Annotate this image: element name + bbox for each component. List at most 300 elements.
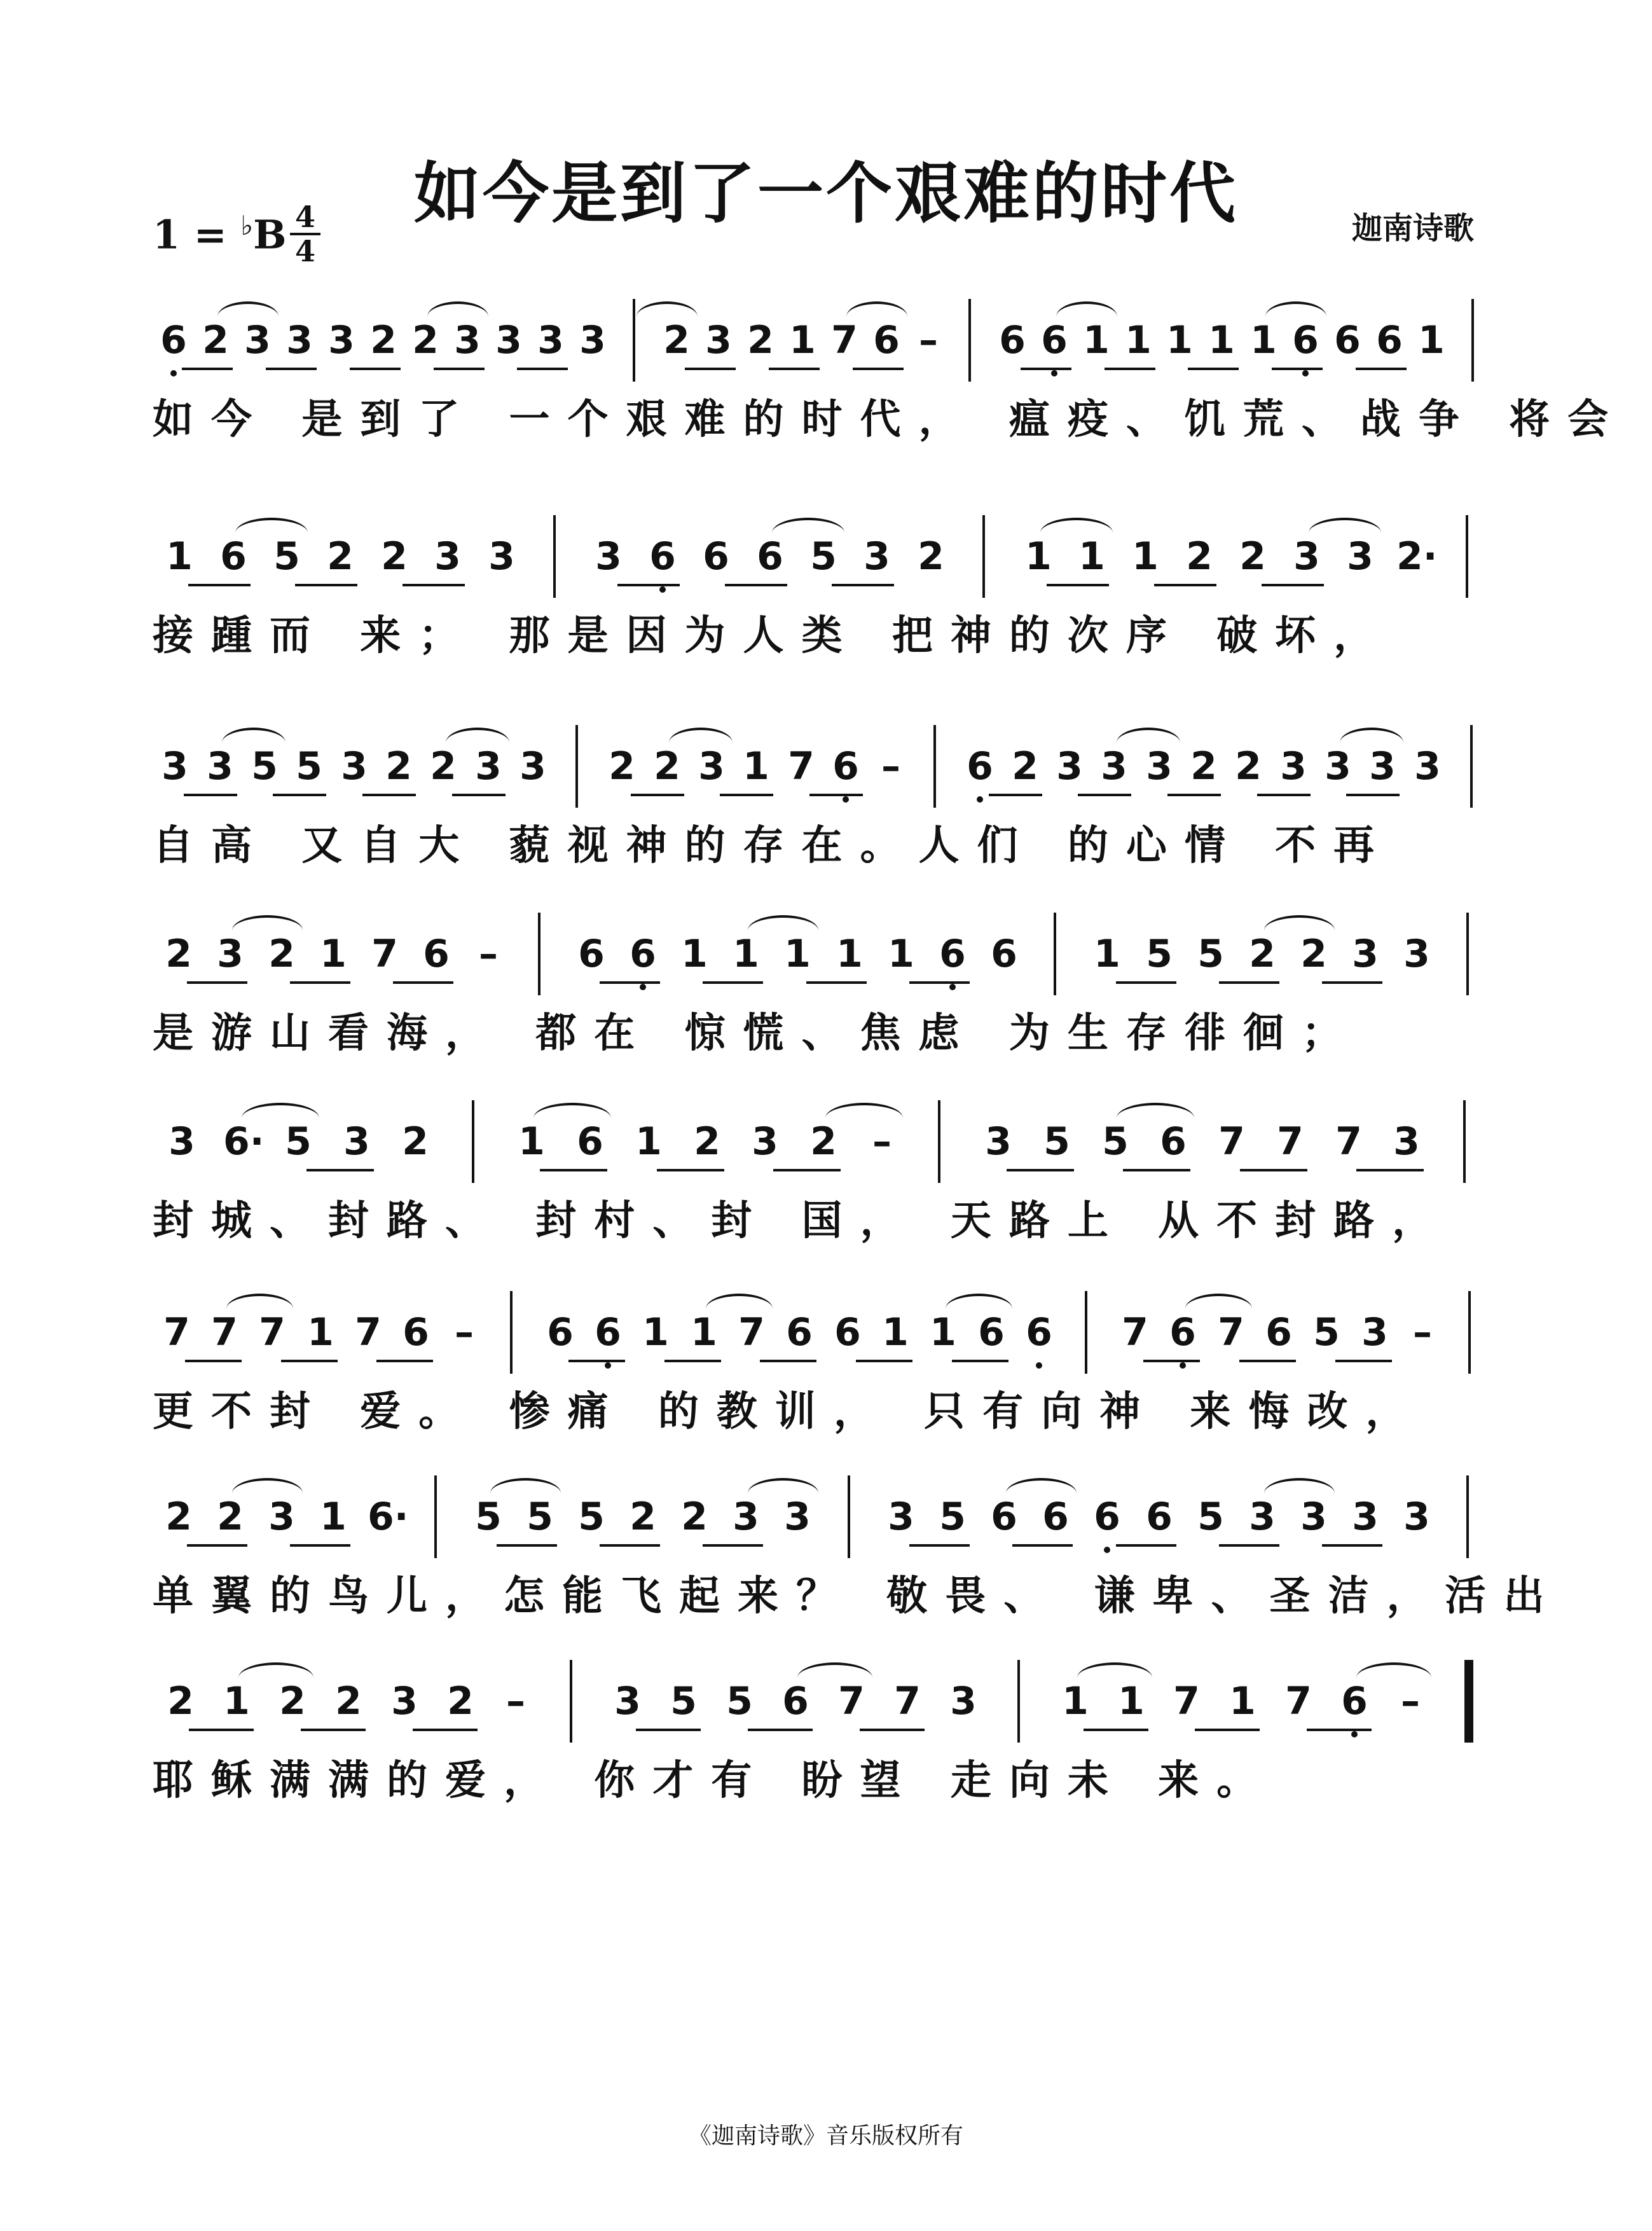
note: 3: [698, 744, 725, 789]
lyrics-line: 单翼的鸟儿，怎能飞起来？ 敬畏、 谦卑、圣洁，活出: [153, 1573, 1562, 1620]
meter-top: 4: [294, 200, 315, 234]
duration-underline: [273, 794, 326, 796]
duration-underline: [1012, 1544, 1073, 1547]
octave-dot: [1104, 1547, 1110, 1553]
barline: [1085, 1291, 1087, 1374]
duration-underline: [636, 1729, 701, 1731]
note: 3: [488, 534, 515, 579]
note: 6: [1160, 1119, 1187, 1164]
note: 5: [475, 1495, 502, 1539]
duration-underline: [1078, 794, 1131, 796]
note: 7: [838, 1679, 865, 1723]
barline: [938, 1100, 940, 1183]
key-prefix: 1 =: [153, 211, 241, 258]
note: 6: [1376, 318, 1403, 363]
duration-underline: [281, 1360, 338, 1362]
duration-underline: [1356, 368, 1407, 370]
note: 7: [1122, 1310, 1148, 1355]
note: 1: [733, 932, 759, 976]
note: 2: [217, 1495, 244, 1539]
duration-underline: [403, 584, 465, 586]
note: 7: [371, 932, 398, 976]
note: 2: [202, 318, 229, 363]
note: 3: [752, 1119, 778, 1164]
duration-underline: [832, 584, 894, 586]
score-system-8: [153, 1641, 1494, 1838]
note: 3: [864, 534, 890, 579]
barline: [1471, 299, 1474, 382]
duration-underline: [1105, 368, 1155, 370]
duration-underline: [1116, 1544, 1176, 1547]
duration-underline: [362, 794, 416, 796]
note: 1: [888, 932, 914, 976]
note: 1: [836, 932, 863, 976]
note: 1: [1166, 318, 1193, 363]
note: 7: [894, 1679, 921, 1723]
slur: [825, 1103, 903, 1118]
note: 3: [950, 1679, 977, 1723]
note: 6: [873, 318, 900, 363]
note: 1: [1025, 534, 1052, 579]
note: 6: [999, 318, 1026, 363]
note: –: [881, 744, 900, 789]
slur: [238, 1662, 313, 1678]
lyrics-line: 更不封 爱。 惨痛 的教训， 只有向神 来悔改，: [153, 1388, 1424, 1435]
note-row: [153, 280, 1494, 394]
note: 2: [385, 744, 412, 789]
slur: [706, 1294, 773, 1309]
note: 1: [635, 1119, 662, 1164]
duration-underline: [350, 368, 401, 370]
slur: [232, 1478, 303, 1493]
note: 1: [320, 1495, 347, 1539]
note: 2: [1300, 932, 1327, 976]
octave-dot: [170, 370, 177, 376]
note: 7: [1218, 1310, 1244, 1355]
note: 1: [1208, 318, 1235, 363]
slur: [669, 728, 733, 743]
duration-underline: [909, 981, 970, 984]
barline: [982, 515, 985, 598]
barline: [575, 725, 578, 808]
note: 3: [268, 1495, 295, 1539]
slur: [427, 301, 488, 317]
note: 6: [1042, 1495, 1069, 1539]
duration-underline: [1007, 1169, 1074, 1171]
duration-underline: [295, 584, 357, 586]
note: 2: [402, 1119, 429, 1164]
barline: [1468, 1291, 1471, 1374]
note: 7: [355, 1310, 382, 1355]
duration-underline: [1219, 1544, 1279, 1547]
duration-underline: [769, 368, 820, 370]
note: 3: [1361, 1310, 1388, 1355]
note: 3: [1352, 932, 1379, 976]
duration-underline: [1219, 981, 1279, 984]
note: 1: [1118, 1679, 1145, 1723]
note: 2: [918, 534, 944, 579]
duration-underline: [540, 1169, 607, 1171]
duration-underline: [1322, 981, 1382, 984]
note: 6: [703, 534, 729, 579]
duration-underline: [517, 368, 568, 370]
slur: [1340, 728, 1403, 743]
score-system-6: [153, 1272, 1494, 1469]
note: 3: [1403, 1495, 1430, 1539]
note: 5: [726, 1679, 753, 1723]
octave-dot: [1036, 1362, 1042, 1369]
final-barline: [1464, 1660, 1473, 1743]
note: –: [872, 1119, 891, 1164]
duration-underline: [187, 981, 247, 984]
barline: [472, 1100, 474, 1183]
note: 3: [579, 318, 606, 363]
duration-underline: [290, 1544, 350, 1547]
duration-underline: [187, 1544, 247, 1547]
note-row: [153, 1641, 1494, 1755]
note: 3: [520, 744, 546, 789]
note: 5: [527, 1495, 553, 1539]
barline: [538, 913, 540, 995]
duration-underline: [600, 981, 660, 984]
note: 3: [495, 318, 522, 363]
barline: [1466, 913, 1469, 995]
duration-underline: [1307, 1729, 1372, 1731]
note: 2: [663, 318, 690, 363]
barline: [510, 1291, 513, 1374]
slur: [232, 915, 303, 930]
note: 2: [630, 1495, 656, 1539]
note: 6: [1265, 1310, 1292, 1355]
note: 3: [537, 318, 564, 363]
note: 3: [1393, 1119, 1420, 1164]
note: 2: [681, 1495, 708, 1539]
note: 5: [251, 744, 278, 789]
note: 3: [985, 1119, 1012, 1164]
duration-underline: [1335, 1360, 1392, 1362]
slur: [748, 1478, 818, 1493]
note: 3: [1325, 744, 1351, 789]
note: 2: [268, 932, 295, 976]
note: 3: [733, 1495, 759, 1539]
note: 3: [1352, 1495, 1379, 1539]
note: 3: [454, 318, 481, 363]
duration-underline: [725, 584, 787, 586]
note: –: [455, 1310, 474, 1355]
lyrics-line: 封城、封路、 封村、封 国， 天路上 从不封路，: [153, 1198, 1451, 1245]
note: 6: [591, 1310, 625, 1355]
note: 6: [220, 534, 247, 579]
slur: [1056, 301, 1117, 317]
note: –: [479, 932, 498, 976]
barline: [848, 1475, 850, 1558]
barline: [1470, 725, 1473, 808]
slur: [222, 728, 286, 743]
note: 1: [1250, 318, 1277, 363]
note: 6: [786, 1310, 813, 1355]
slur: [533, 1103, 611, 1118]
barline: [968, 299, 971, 382]
note: 7: [738, 1310, 765, 1355]
note-row: [153, 706, 1494, 820]
note: 1: [320, 932, 347, 976]
slur: [217, 301, 279, 317]
slur: [637, 301, 698, 317]
note: 2: [1186, 534, 1213, 579]
note: 5: [273, 534, 300, 579]
lyrics-line: 如今 是到了 一个艰难的时代， 瘟疫、饥荒、战争 将会: [153, 396, 1627, 443]
slur: [1040, 518, 1113, 533]
duration-underline: [1188, 368, 1239, 370]
note: 5: [1146, 932, 1173, 976]
slur: [490, 1478, 561, 1493]
score-system-2: [153, 496, 1494, 693]
octave-dot: [640, 984, 646, 990]
slur: [1185, 1294, 1252, 1309]
duration-underline: [1262, 584, 1324, 586]
note: 7: [259, 1310, 286, 1355]
note: 3: [434, 534, 461, 579]
barline: [1054, 913, 1056, 995]
score-system-4: [153, 894, 1494, 1091]
note: 1: [1418, 318, 1445, 363]
note: 2: [1190, 744, 1217, 789]
note: 7: [831, 318, 858, 363]
flat-sign: ♭: [240, 210, 254, 241]
note: 1: [166, 534, 193, 579]
octave-dot: [659, 586, 666, 593]
note: 6: [577, 1119, 603, 1164]
note: 3: [1056, 744, 1083, 789]
duration-underline: [189, 1729, 254, 1731]
note: 6: [645, 534, 680, 579]
note-row: [153, 1456, 1494, 1571]
note: 3: [169, 1119, 195, 1164]
note: 2: [279, 1679, 306, 1723]
duration-underline: [184, 794, 237, 796]
note: 3: [341, 744, 368, 789]
duration-underline: [952, 1360, 1008, 1362]
note: 6: [1337, 1679, 1372, 1723]
barline: [633, 299, 635, 382]
note: 3: [475, 744, 502, 789]
note: 1: [789, 318, 816, 363]
note: 2: [654, 744, 680, 789]
note: 7: [1173, 1679, 1200, 1723]
barline: [1463, 1100, 1466, 1183]
note: 2: [335, 1679, 362, 1723]
duration-underline: [393, 981, 453, 984]
duration-underline: [1116, 981, 1176, 984]
note: 3: [614, 1679, 641, 1723]
duration-underline: [1167, 794, 1221, 796]
duration-underline: [376, 1360, 433, 1362]
note: 6: [991, 1495, 1017, 1539]
time-signature: [287, 202, 323, 266]
slur: [1264, 1478, 1335, 1493]
octave-dot: [1051, 370, 1057, 376]
slur: [242, 1103, 319, 1118]
note: 6: [1166, 1310, 1200, 1355]
duration-underline: [617, 584, 680, 586]
note: 1: [307, 1310, 334, 1355]
note: 3: [595, 534, 622, 579]
duration-underline: [600, 1544, 660, 1547]
note: –: [919, 318, 938, 363]
octave-dot: [843, 796, 849, 803]
note: 1: [882, 1310, 909, 1355]
duration-underline: [760, 1360, 816, 1362]
note: 5: [285, 1119, 312, 1164]
lyrics-line: 自高 又自大 藐视神的存在。人们 的心情 不再: [153, 822, 1393, 869]
duration-underline: [188, 584, 251, 586]
note: 6: [991, 932, 1017, 976]
duration-underline: [1346, 794, 1400, 796]
note: 3: [1369, 744, 1396, 789]
note: 1: [1132, 534, 1159, 579]
note: 2: [810, 1119, 837, 1164]
note: 3: [1403, 932, 1430, 976]
slur: [446, 728, 509, 743]
note-row: [153, 894, 1494, 1008]
duration-underline: [1240, 1169, 1307, 1171]
note: –: [1401, 1679, 1420, 1723]
note: 3: [286, 318, 313, 363]
duration-underline: [1047, 584, 1109, 586]
note: 7: [211, 1310, 238, 1355]
octave-dot: [1180, 1362, 1186, 1369]
octave-dot: [977, 796, 983, 803]
note: 3: [1101, 744, 1127, 789]
note: 6: [834, 1310, 861, 1355]
duration-underline: [568, 1360, 625, 1362]
note: 5: [578, 1495, 605, 1539]
note: 3: [207, 744, 233, 789]
note: 7: [1218, 1119, 1245, 1164]
note: 3: [343, 1119, 370, 1164]
note: 3: [328, 318, 355, 363]
note: 2: [1239, 534, 1266, 579]
note: 6: [1022, 1310, 1056, 1355]
note: 2: [1012, 744, 1038, 789]
slur: [1264, 915, 1335, 930]
note: 3: [162, 744, 188, 789]
duration-underline: [185, 1360, 242, 1362]
note: 6·: [223, 1119, 265, 1164]
duration-underline: [290, 981, 350, 984]
slur: [1077, 1662, 1152, 1678]
slur: [1006, 1478, 1077, 1493]
slur: [846, 301, 907, 317]
note: 6: [626, 932, 660, 976]
note: 2: [381, 534, 408, 579]
meter-bottom: 4: [294, 234, 315, 268]
duration-underline: [1154, 584, 1216, 586]
note: 6: [963, 744, 997, 789]
duration-underline: [301, 1729, 366, 1731]
note: 3: [1280, 744, 1307, 789]
duration-underline: [860, 1729, 925, 1731]
duration-underline: [434, 368, 485, 370]
duration-underline: [1239, 1360, 1296, 1362]
duration-underline: [182, 368, 233, 370]
note: 1: [518, 1119, 545, 1164]
duration-underline: [1272, 368, 1323, 370]
note: 1: [1078, 534, 1105, 579]
duration-underline: [703, 1544, 763, 1547]
song-title: 如今是到了一个艰难的时代: [413, 155, 1238, 232]
note: 5: [1197, 932, 1224, 976]
duration-underline: [1322, 1544, 1382, 1547]
octave-dot: [1302, 370, 1309, 376]
duration-underline: [773, 1169, 841, 1171]
note: 7: [1335, 1119, 1362, 1164]
note: 2·: [1396, 534, 1438, 579]
note: 5: [1043, 1119, 1070, 1164]
duration-underline: [1143, 1360, 1200, 1362]
barline: [434, 1475, 437, 1558]
duration-underline: [809, 794, 863, 796]
note-row: [153, 1081, 1494, 1196]
note: 6: [423, 932, 450, 976]
note: 2: [327, 534, 354, 579]
duration-underline: [685, 368, 736, 370]
note: 2: [694, 1119, 720, 1164]
note: 7: [788, 744, 815, 789]
note: 6: [1090, 1495, 1124, 1539]
note: 5: [670, 1679, 697, 1723]
duration-underline: [909, 1544, 970, 1547]
note: 3: [784, 1495, 811, 1539]
note: 3: [391, 1679, 418, 1723]
note: 1: [1094, 932, 1120, 976]
note: 6: [935, 932, 970, 976]
duration-underline: [1257, 794, 1311, 796]
note: 7: [163, 1310, 190, 1355]
score-system-5: [153, 1081, 1494, 1278]
duration-underline: [1356, 1169, 1424, 1171]
note: 6: [156, 318, 191, 363]
note: 2: [165, 1495, 192, 1539]
note: 1: [642, 1310, 669, 1355]
duration-underline: [703, 981, 763, 984]
note: 2: [1235, 744, 1262, 789]
duration-underline: [748, 1729, 813, 1731]
note: 1: [681, 932, 708, 976]
barline: [553, 515, 556, 598]
note: 3: [1293, 534, 1320, 579]
author: 迦南诗歌: [1351, 211, 1474, 246]
slur: [1309, 518, 1381, 533]
note: 1: [1062, 1679, 1089, 1723]
note: 5: [939, 1495, 966, 1539]
note-row: [153, 1272, 1494, 1386]
note: 2: [609, 744, 635, 789]
copyright-footer: 《迦南诗歌》音乐版权所有: [688, 2123, 963, 2149]
duration-underline: [1021, 368, 1071, 370]
note: 1: [784, 932, 811, 976]
note: –: [1413, 1310, 1432, 1355]
slur: [1117, 728, 1180, 743]
note: 3: [1249, 1495, 1276, 1539]
note: 5: [1197, 1495, 1224, 1539]
note: 3: [1414, 744, 1441, 789]
note: 1: [743, 744, 769, 789]
note: 2: [167, 1679, 194, 1723]
note: 2: [447, 1679, 474, 1723]
duration-underline: [306, 1169, 374, 1171]
note: 5: [296, 744, 322, 789]
